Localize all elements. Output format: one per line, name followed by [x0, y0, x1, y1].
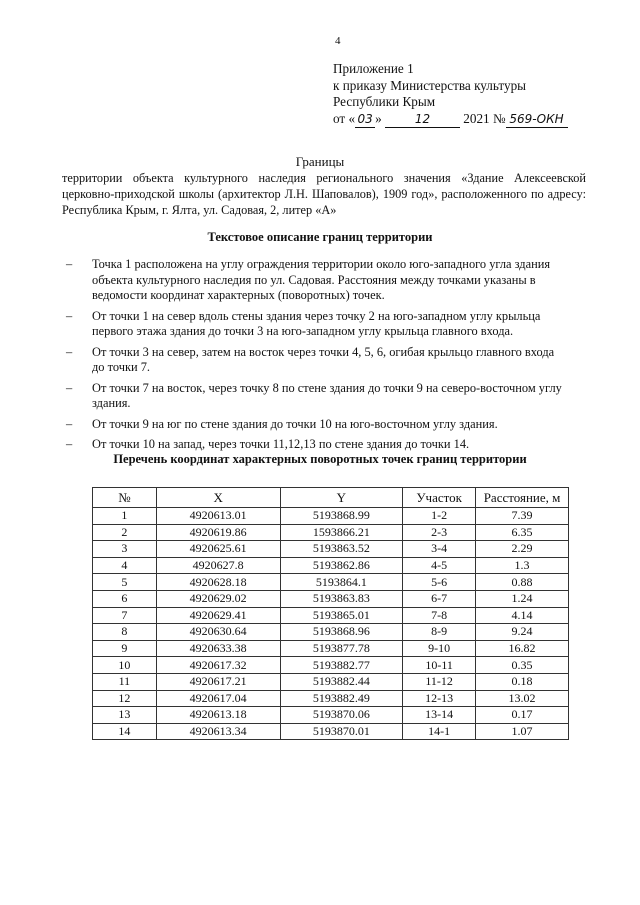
cell-col-segment: 10-11: [403, 657, 476, 674]
cell-col-segment: 7-8: [403, 607, 476, 624]
cell-col-x: 4920629.02: [156, 590, 280, 607]
cell-col-segment: 13-14: [403, 707, 476, 724]
cell-col-segment: 6-7: [403, 590, 476, 607]
header-col-y: Y: [280, 488, 403, 508]
cell-col-x: 4920617.21: [156, 673, 280, 690]
order-date-line: [333, 111, 568, 129]
cell-col-distance: 13.02: [476, 690, 569, 707]
table-row: [93, 508, 569, 525]
page-number: 4: [335, 35, 341, 47]
cell-col-distance: 1.07: [476, 723, 569, 740]
cell-col-segment: 12-13: [403, 690, 476, 707]
dash: –: [66, 416, 73, 431]
cell-col-x: 4920630.64: [156, 624, 280, 641]
table-body: [93, 508, 569, 740]
table-header-row: [93, 488, 569, 508]
dash: –: [66, 437, 73, 451]
list-item-text: От точки 10 на запад, через точки 11,12,13 по стене здания до точки 14.: [92, 437, 470, 451]
cell-col-number: 11: [93, 673, 157, 690]
cell-col-x: 4920633.38: [156, 640, 280, 657]
cell-col-distance: 1.3: [476, 557, 569, 574]
handwritten-day: 03: [355, 111, 375, 129]
cell-col-y: 5193882.77: [280, 657, 403, 674]
table-row: [93, 524, 569, 541]
table-row: [93, 707, 569, 724]
list-item-text: Точка 1 расположена на углу ограждения территории около юго-западного угла здания объекта культурного наследия по ул. Садовая. Расстояния между точками указаны в ведомости координат характерных (поворотных) точек.: [92, 257, 551, 302]
cell-col-number: 12: [93, 690, 157, 707]
cell-col-number: 9: [93, 640, 157, 657]
table-row: [93, 557, 569, 574]
boundary-description-list: [66, 257, 566, 458]
cell-col-number: 10: [93, 657, 157, 674]
cell-col-segment: 9-10: [403, 640, 476, 657]
dash: –: [66, 380, 73, 395]
cell-col-y: 1593866.21: [280, 524, 403, 541]
list-item-text: От точки 7 на восток, через точку 8 по стене здания до точки 9 на северо-восточном углу здания.: [92, 380, 562, 410]
appendix-header: [333, 61, 568, 128]
cell-col-y: 5193865.01: [280, 607, 403, 624]
cell-col-y: 5193868.99: [280, 508, 403, 525]
appendix-line: Республики Крым: [333, 94, 436, 109]
table-row: [93, 574, 569, 591]
cell-col-segment: 2-3: [403, 524, 476, 541]
table-row: [93, 690, 569, 707]
cell-col-y: 5193870.06: [280, 707, 403, 724]
cell-col-x: 4920613.18: [156, 707, 280, 724]
cell-col-x: 4920619.86: [156, 524, 280, 541]
table-row: [93, 590, 569, 607]
cell-col-number: 1: [93, 508, 157, 525]
cell-col-x: 4920629.41: [156, 607, 280, 624]
cell-col-number: 7: [93, 607, 157, 624]
cell-col-distance: 16.82: [476, 640, 569, 657]
cell-col-segment: 8-9: [403, 624, 476, 641]
dash: –: [66, 344, 73, 359]
cell-col-segment: 4-5: [403, 557, 476, 574]
cell-col-distance: 0.88: [476, 574, 569, 591]
cell-col-number: 4: [93, 557, 157, 574]
cell-col-distance: 6.35: [476, 524, 569, 541]
list-item: [66, 257, 566, 304]
dash: –: [66, 308, 73, 323]
cell-col-x: 4920613.34: [156, 723, 280, 740]
cell-col-x: 4920617.04: [156, 690, 280, 707]
header-col-segment: Участок: [403, 488, 476, 508]
cell-col-number: 8: [93, 624, 157, 641]
cell-col-y: 5193862.86: [280, 557, 403, 574]
handwritten-order-number: 569-ОКН: [506, 111, 568, 129]
cell-col-y: 5193863.52: [280, 541, 403, 558]
cell-col-y: 5193882.49: [280, 690, 403, 707]
cell-col-number: 14: [93, 723, 157, 740]
cell-col-x: 4920625.61: [156, 541, 280, 558]
cell-col-number: 3: [93, 541, 157, 558]
cell-col-segment: 11-12: [403, 673, 476, 690]
cell-col-x: 4920628.18: [156, 574, 280, 591]
year-label: 2021 №: [463, 110, 506, 126]
cell-col-segment: 14-1: [403, 723, 476, 740]
list-item: [66, 309, 566, 340]
appendix-line: к приказу Министерства культуры: [333, 77, 527, 93]
appendix-line: Приложение 1: [333, 61, 414, 76]
cell-col-distance: 0.35: [476, 657, 569, 674]
table-row: [93, 640, 569, 657]
table-row: [93, 673, 569, 690]
cell-col-distance: 7.39: [476, 508, 569, 525]
coordinates-table-heading: Перечень координат характерных поворотных точек границ территории: [113, 452, 527, 466]
cell-col-x: 4920627.8: [156, 557, 280, 574]
table-row: [93, 657, 569, 674]
header-col-distance: Расстояние, м: [476, 488, 569, 508]
cell-col-y: 5193863.83: [280, 590, 403, 607]
list-item: [66, 381, 566, 412]
list-item: [66, 417, 566, 433]
dash: –: [66, 257, 73, 271]
cell-col-distance: 0.17: [476, 707, 569, 724]
list-item: [66, 345, 566, 376]
list-item: [66, 437, 566, 453]
cell-col-y: 5193864.1: [280, 574, 403, 591]
table-row: [93, 607, 569, 624]
day-suffix: »: [375, 110, 382, 126]
cell-col-y: 5193877.78: [280, 640, 403, 657]
cell-col-y: 5193882.44: [280, 673, 403, 690]
cell-col-segment: 5-6: [403, 574, 476, 591]
cell-col-distance: 4.14: [476, 607, 569, 624]
handwritten-month: 12: [385, 111, 460, 129]
list-item-text: От точки 3 на север, затем на восток через точки 4, 5, 6, огибая крыльцо главного входа до точки 7.: [92, 344, 555, 374]
list-item-text: От точки 1 на север вдоль стены здания через точку 2 на юго-западном углу крыльца первого этажа здания до точки 3 на юго-западном углу крыльца главного входа.: [92, 308, 541, 338]
date-prefix: от «: [333, 110, 356, 126]
cell-col-number: 6: [93, 590, 157, 607]
cell-col-segment: 1-2: [403, 508, 476, 525]
table-row: [93, 541, 569, 558]
table-row: [93, 624, 569, 641]
coordinates-table: [92, 487, 569, 740]
cell-col-distance: 0.18: [476, 673, 569, 690]
header-col-x: X: [156, 488, 280, 508]
cell-col-distance: 2.29: [476, 541, 569, 558]
cell-col-y: 5193868.96: [280, 624, 403, 641]
cell-col-x: 4920617.32: [156, 657, 280, 674]
cell-col-distance: 9.24: [476, 624, 569, 641]
cell-col-distance: 1.24: [476, 590, 569, 607]
cell-col-number: 2: [93, 524, 157, 541]
cell-col-number: 5: [93, 574, 157, 591]
text-description-heading: Текстовое описание границ территории: [207, 230, 433, 244]
cell-col-segment: 3-4: [403, 541, 476, 558]
intro-paragraph: территории объекта культурного наследия регионального значения «Здание Алексеевской церковно-приходской школы (архитектор Л.Н. Шаповалов), 1909 год», расположенного по адресу: Республика Крым, г. Ялта, ул. Садовая, 2, литер «А»: [62, 171, 586, 217]
cell-col-x: 4920613.01: [156, 508, 280, 525]
list-item-text: От точки 9 на юг по стене здания до точки 10 на юго-восточном углу здания.: [92, 416, 498, 431]
table-row: [93, 723, 569, 740]
header-col-number: №: [93, 488, 157, 508]
cell-col-y: 5193870.01: [280, 723, 403, 740]
document-title: Границы: [295, 154, 345, 169]
cell-col-number: 13: [93, 707, 157, 724]
